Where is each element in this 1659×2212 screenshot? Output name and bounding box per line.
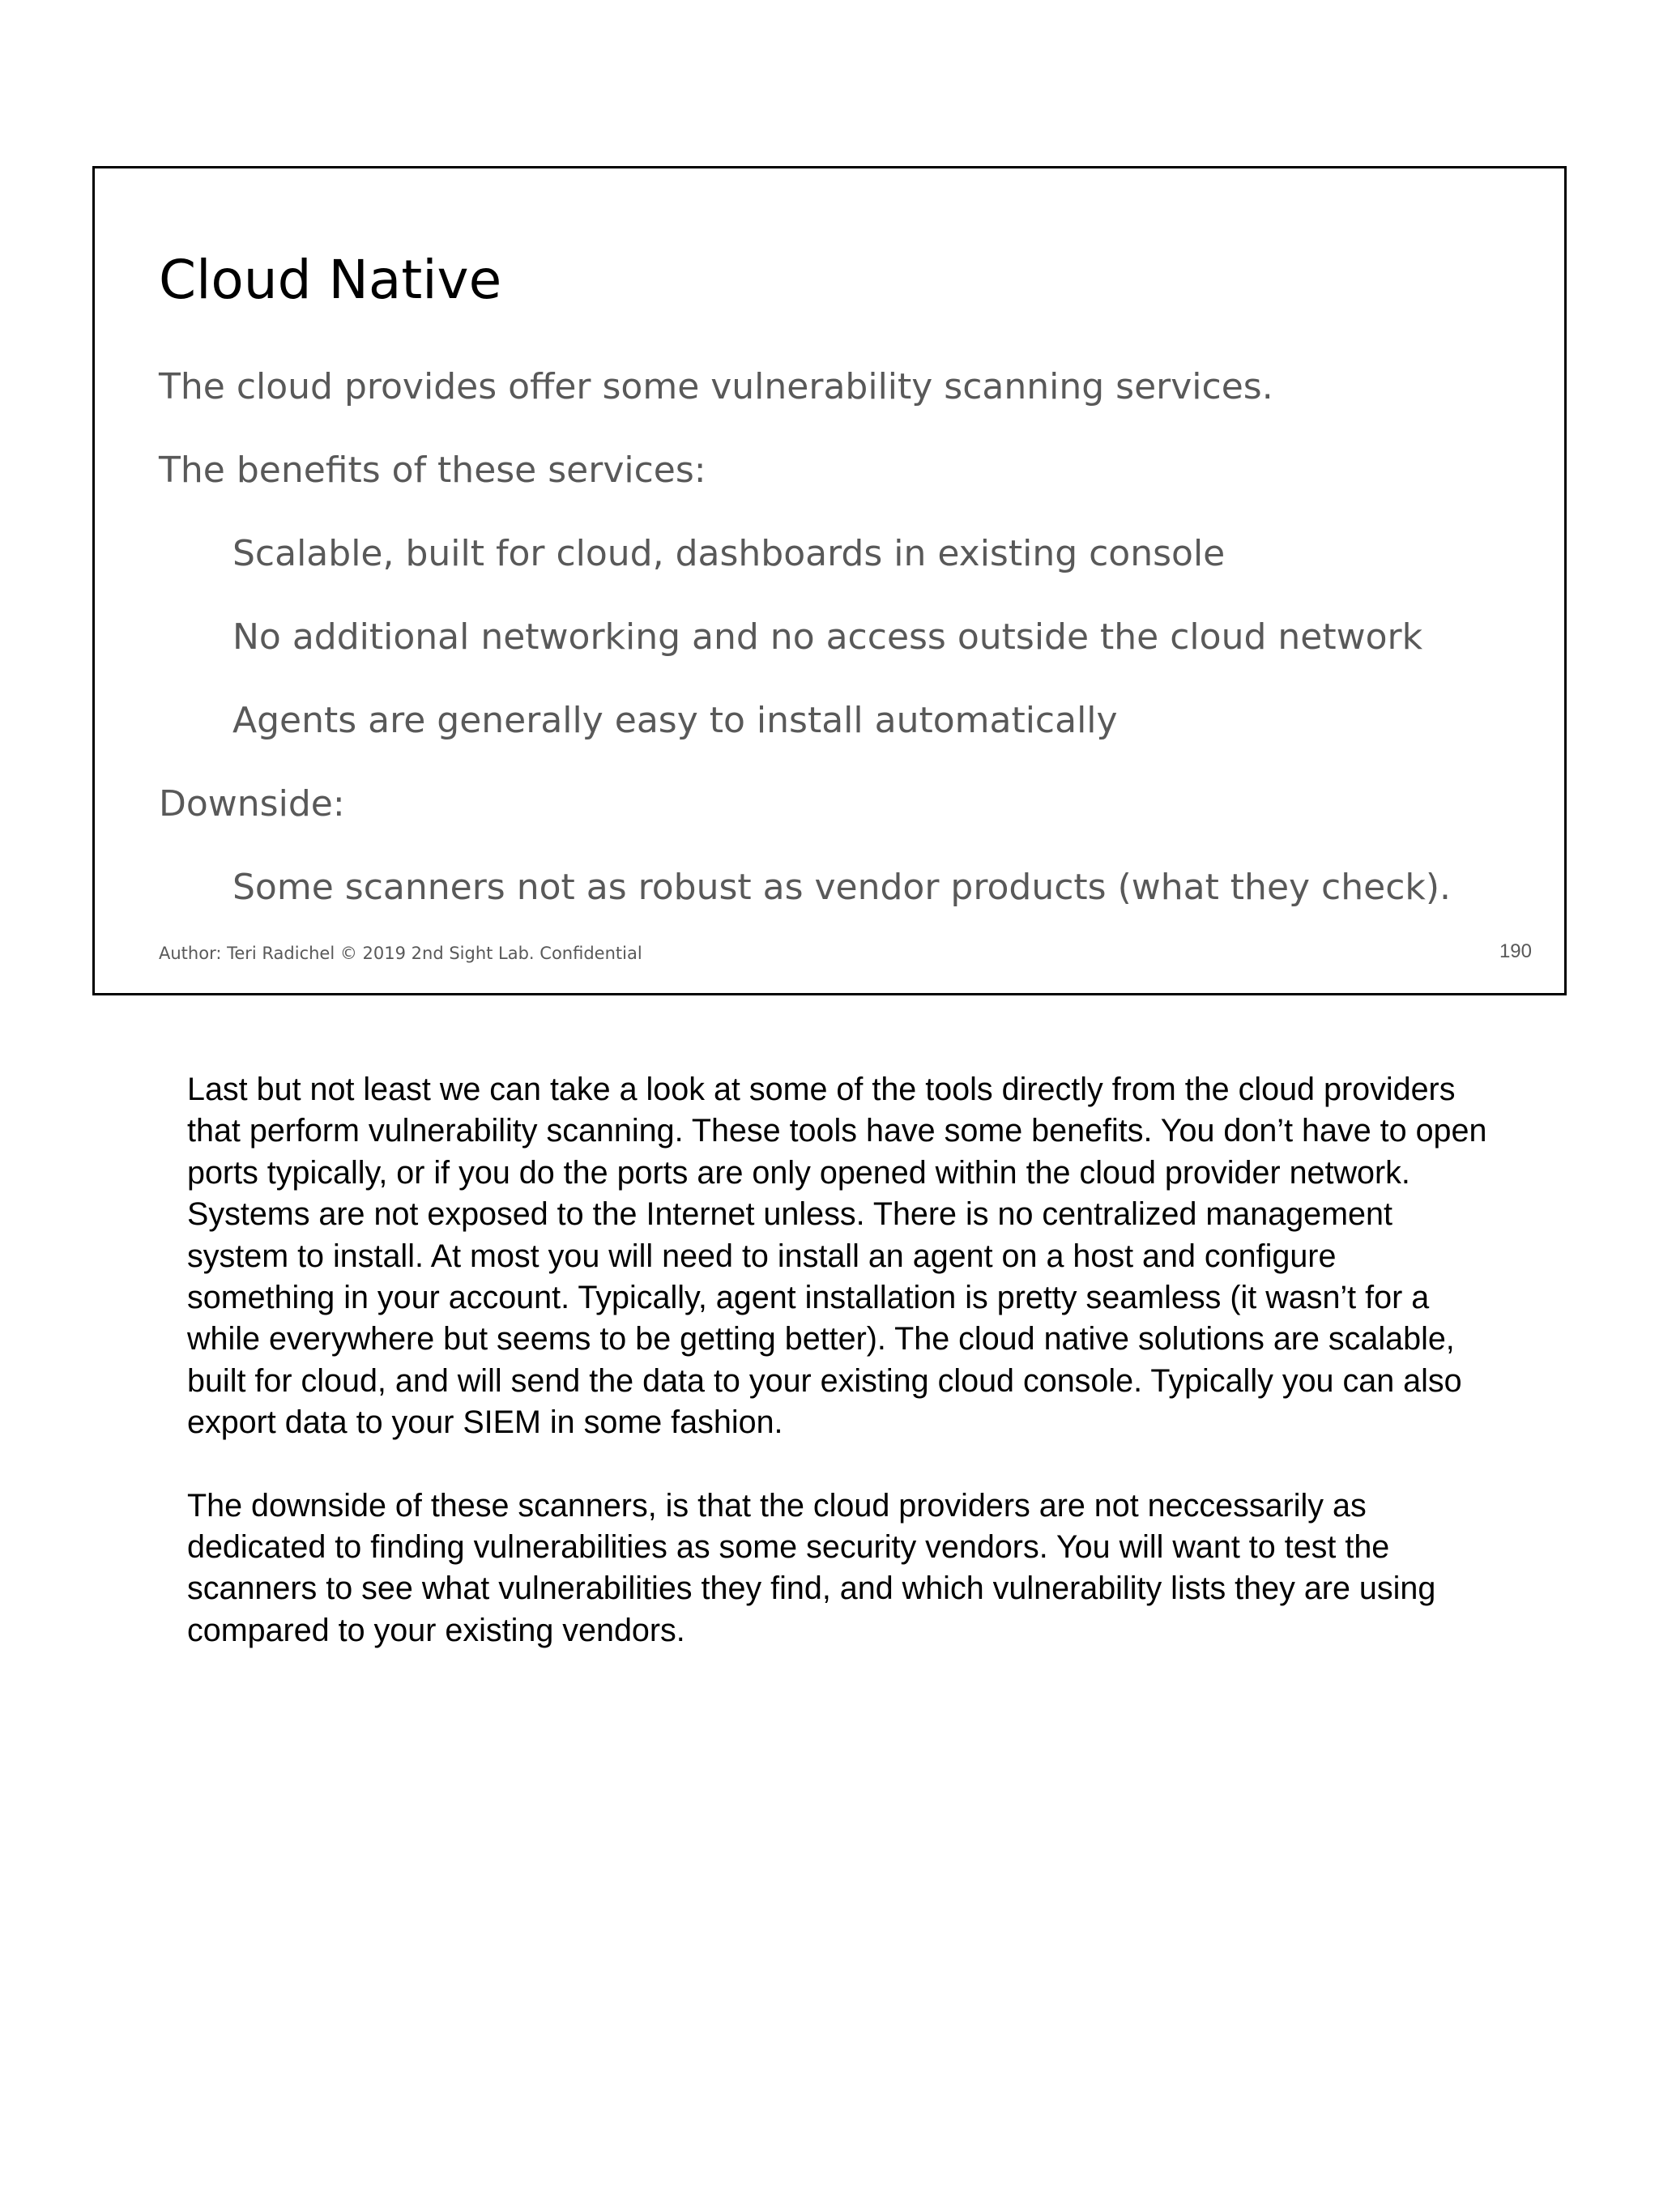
speaker-notes [187, 1069, 1491, 1693]
slide-bullet-line: Agents are generally easy to install automatically [232, 700, 1118, 741]
slide-bullet-line: Some scanners not as robust as vendor products (what they check). [232, 867, 1452, 908]
slide-footer: Author: Teri Radichel © 2019 2nd Sight Lab. Confidential [159, 944, 642, 963]
slide-bullet-line: No additional networking and no access outside the cloud network [232, 616, 1423, 658]
slide-number: 190 [1499, 940, 1532, 962]
slide-text-line: The cloud provides offer some vulnerability scanning services. [159, 366, 1273, 407]
slide-text-line: Downside: [159, 783, 345, 825]
slide-title: Cloud Native [159, 249, 502, 311]
slide-bullet-line: Scalable, built for cloud, dashboards in existing console [232, 533, 1226, 574]
notes-paragraph: The downside of these scanners, is that the cloud providers are not neccessarily as dedicated to finding vulnerabilities as some security vendors. You will want to test the scanners to see what vulnerabilities they find, and which vulnerability lists they are using compared to your existing vendors. [187, 1487, 1436, 1648]
slide-text-line: The benefits of these services: [159, 450, 706, 491]
notes-paragraph: Last but not least we can take a look at some of the tools directly from the cloud providers that perform vulnerability scanning. These tools have some benefits. You don’t have to open ports typically, or if you do the ports are only opened within the cloud provider network. Systems are not exposed to the Internet unless. There is no centralized management system to install. At most you will need to install an agent on a host and configure something in your account. Typically, agent installation is pretty seamless (it wasn’t for a while everywhere but seems to be getting better). The cloud native solutions are scalable, built for cloud, and will send the data to your existing cloud console. Typically you can also export data to your SIEM in some fashion. [187, 1072, 1487, 1441]
slide [92, 166, 1567, 995]
